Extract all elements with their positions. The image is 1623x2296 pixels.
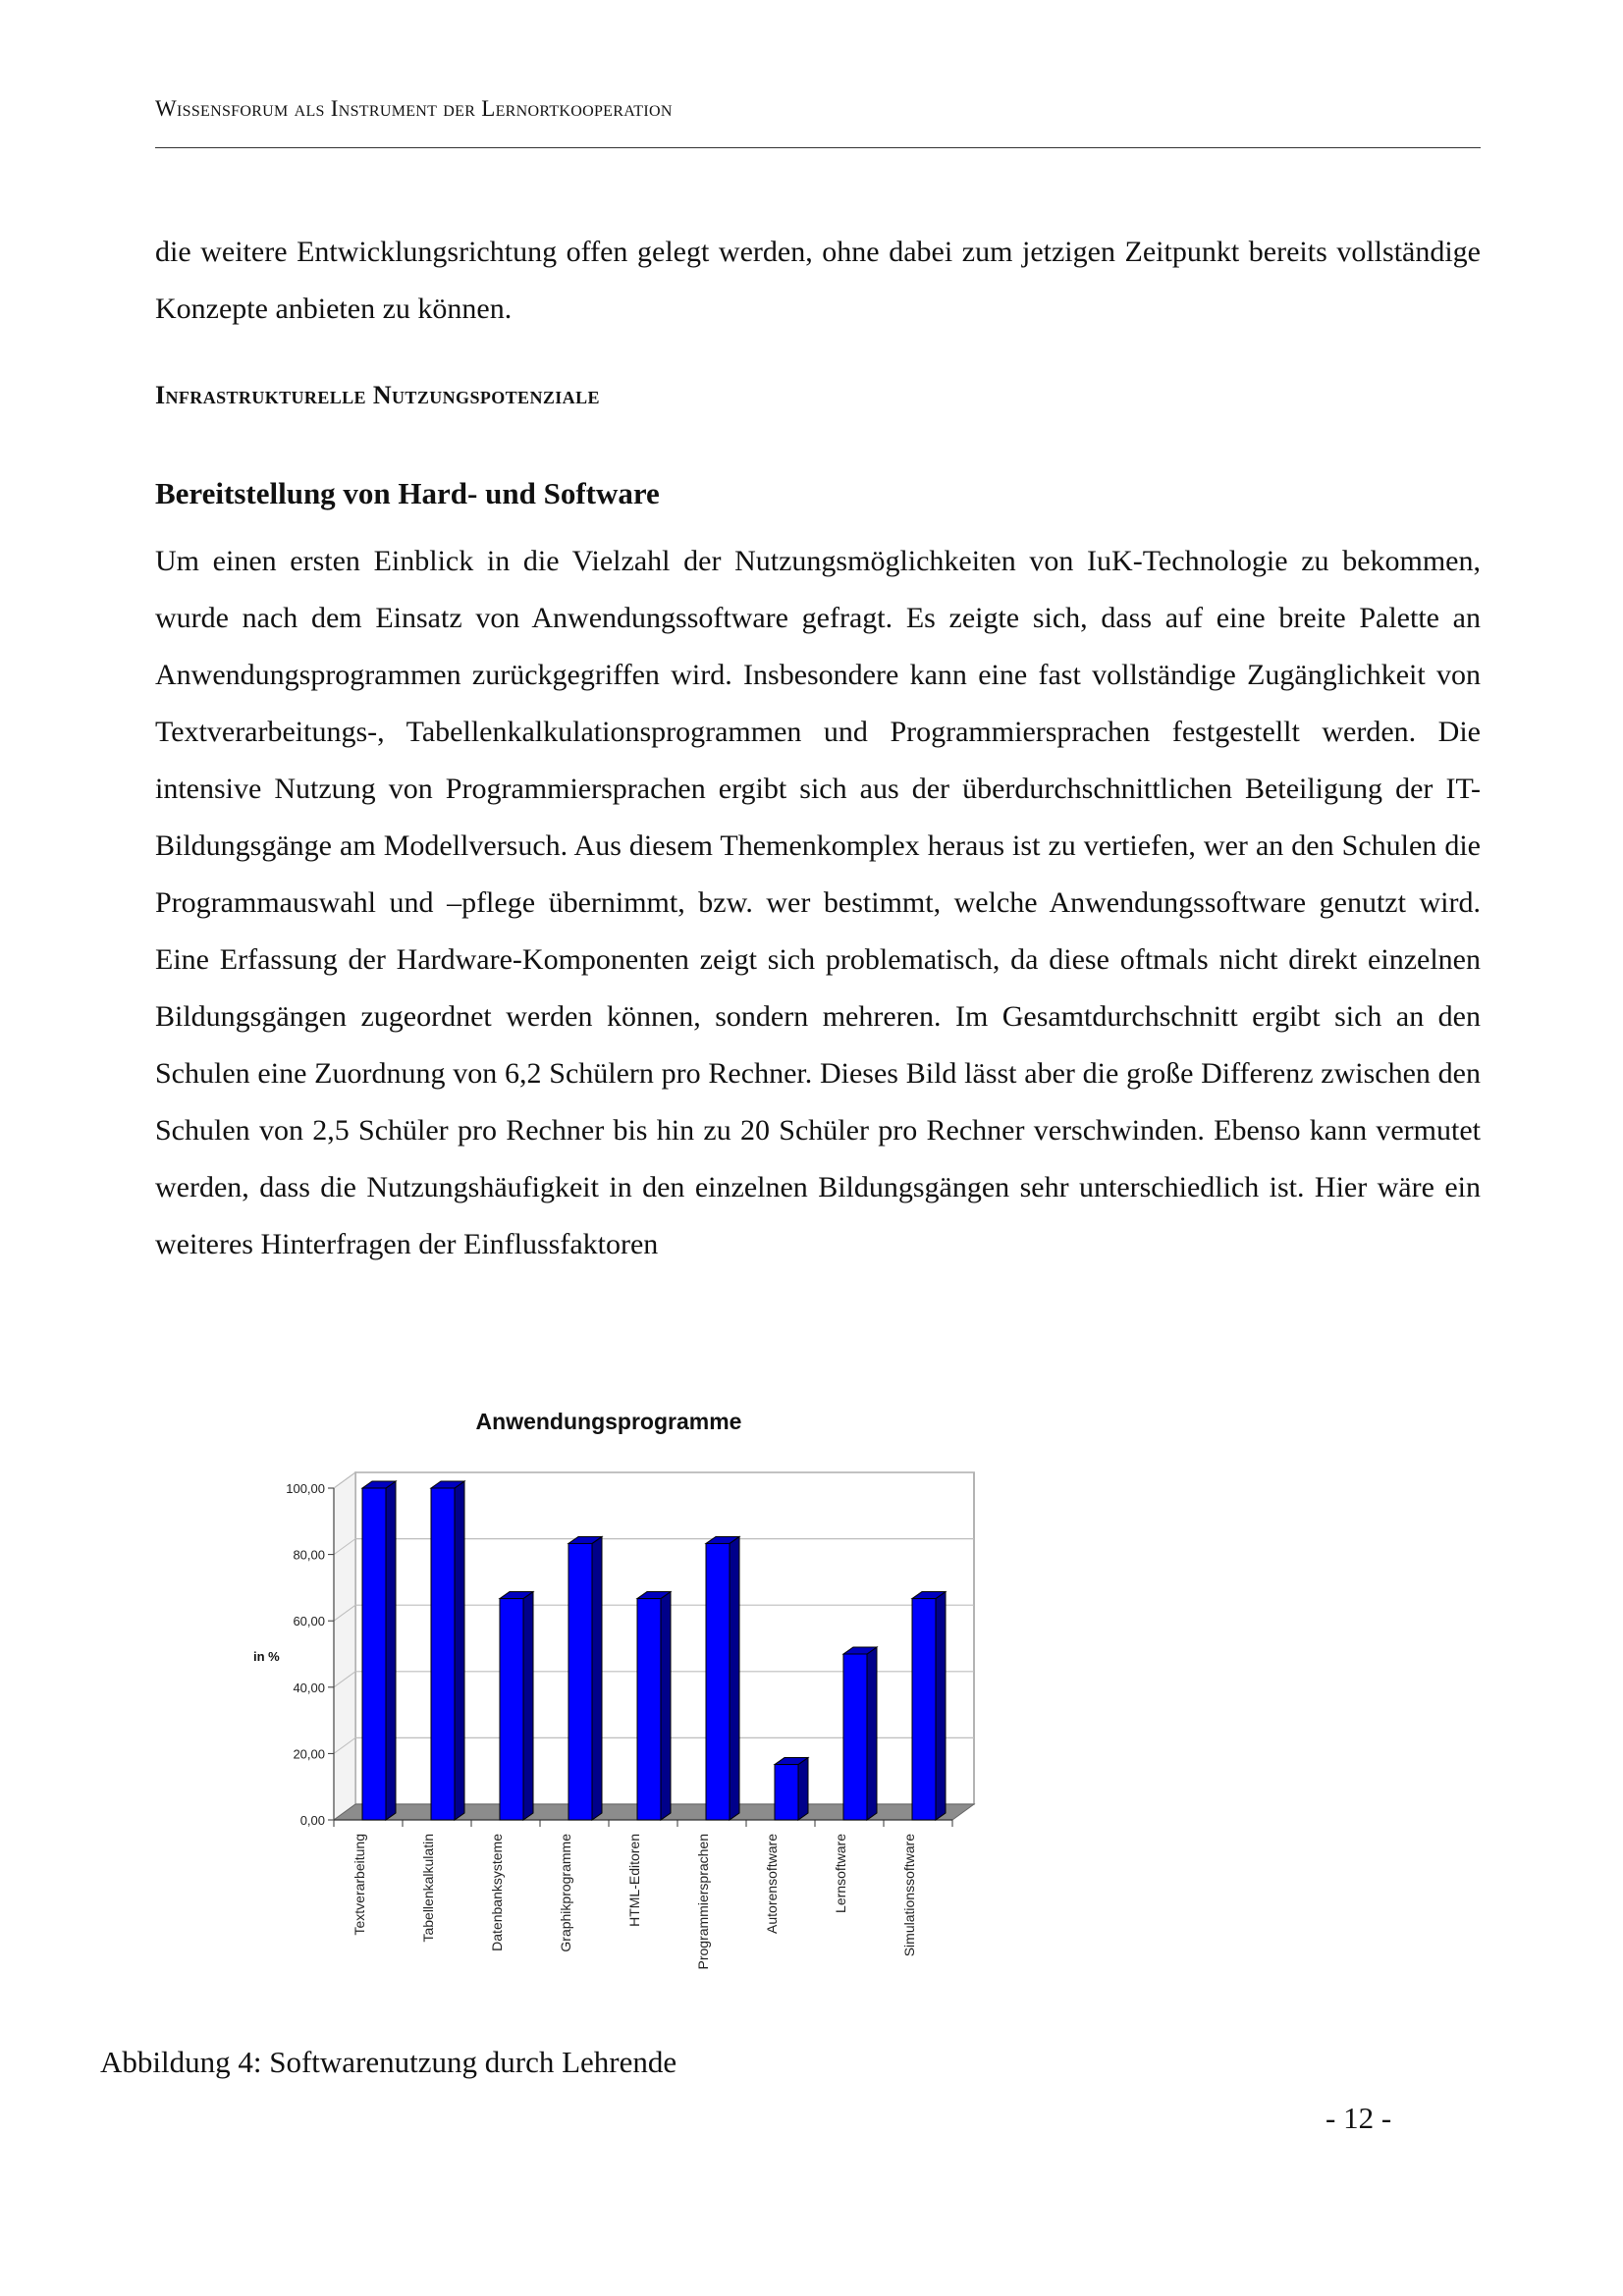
y-tick-label: 80,00 bbox=[293, 1547, 325, 1563]
bar-side bbox=[730, 1536, 739, 1820]
bar bbox=[362, 1488, 386, 1820]
bar-side bbox=[386, 1481, 396, 1820]
y-tick-label: 20,00 bbox=[293, 1746, 325, 1762]
section-heading: Infrastrukturelle Nutzungspotenziale bbox=[155, 381, 600, 409]
x-category-label: Graphikprogramme bbox=[558, 1834, 573, 1952]
x-category-label: Datenbanksysteme bbox=[489, 1834, 505, 1951]
bar-side bbox=[592, 1536, 602, 1820]
y-tick-label: 40,00 bbox=[293, 1680, 325, 1695]
chart-side-wall bbox=[334, 1472, 355, 1820]
y-tick-label: 100,00 bbox=[286, 1481, 325, 1496]
y-tick-label: 60,00 bbox=[293, 1614, 325, 1629]
y-tick-label: 0,00 bbox=[299, 1813, 325, 1828]
running-header: Wissensforum als Instrument der Lernortkooperation bbox=[155, 96, 673, 121]
bar bbox=[843, 1654, 867, 1820]
bar bbox=[912, 1599, 936, 1820]
chart-title: Anwendungsprogramme bbox=[475, 1409, 742, 1434]
bar-chart bbox=[226, 1394, 1001, 2012]
x-category-label: Autorensoftware bbox=[764, 1834, 780, 1934]
bar-chart-figure bbox=[226, 1394, 1001, 2012]
bar bbox=[775, 1765, 798, 1820]
bar bbox=[568, 1543, 592, 1820]
page-number: - 12 - bbox=[1325, 2101, 1392, 2135]
bar-side bbox=[661, 1592, 671, 1820]
x-category-label: Tabellenkalkulatin bbox=[420, 1834, 436, 1943]
figure-caption: Abbildung 4: Softwarenutzung durch Lehrende bbox=[100, 2045, 677, 2079]
bar-side bbox=[936, 1592, 946, 1820]
x-category-label: HTML-Editoren bbox=[626, 1834, 642, 1927]
y-axis-label: in % bbox=[253, 1649, 280, 1664]
x-category-label: Programmiersprachen bbox=[695, 1834, 711, 1970]
bar bbox=[706, 1543, 730, 1820]
x-category-label: Simulationssoftware bbox=[901, 1834, 917, 1957]
bar-side bbox=[523, 1592, 533, 1820]
x-category-label: Textverarbeitung bbox=[352, 1834, 367, 1936]
bar-side bbox=[798, 1758, 808, 1820]
paragraph-intro: die weitere Entwicklungsrichtung offen gelegt werden, ohne dabei zum jetzigen Zeitpunkt bereits vollständige Konzepte anbieten zu können. bbox=[155, 236, 1481, 325]
bar-side bbox=[455, 1481, 464, 1820]
bar-side bbox=[867, 1647, 877, 1820]
bar bbox=[637, 1599, 661, 1820]
subsection-heading: Bereitstellung von Hard- und Software bbox=[155, 476, 660, 510]
header-rule bbox=[155, 147, 1481, 148]
bar bbox=[500, 1599, 523, 1820]
x-category-label: Lernsoftware bbox=[833, 1834, 848, 1913]
bar bbox=[431, 1488, 455, 1820]
paragraph-main: Um einen ersten Einblick in die Vielzahl der Nutzungsmöglichkeiten von IuK-Technologie zu bekommen, wurde nach dem Einsatz von Anwendungssoftware gefragt. Es zeigte sich, dass auf eine breite Palette an Anwendungsprogrammen zurückgegriffen wird. Insbesondere kann eine fast vollständige Zugänglichkeit von Textverarbeitungs-, Tabellenkalkulationsprogrammen und Programmiersprachen festgestellt werden. Die intensive Nutzung von Programmiersprachen ergibt sich aus der überdurchschnittlichen Beteiligung der IT-Bildungsgänge am Modellversuch. Aus diesem Themenkomplex heraus ist zu vertiefen, wer an den Schulen die Programmauswahl und –pflege übernimmt, bzw. wer bestimmt, welche Anwendungssoftware genutzt wird. Eine Erfassung der Hardware-Komponenten zeigt sich problematisch, da diese oftmals nicht direkt einzelnen Bildungsgängen zugeordnet werden können, sondern mehreren. Im Gesamtdurchschnitt ergibt sich an den Schulen eine Zuordnung von 6,2 Schülern pro Rechner. Dieses Bild lässt aber die große Differenz zwischen den Schulen von 2,5 Schüler pro Rechner bis hin zu 20 Schüler pro Rechner verschwinden. Ebenso kann vermutet werden, dass die Nutzungshäufigkeit in den einzelnen Bildungsgängen sehr unterschiedlich ist. Hier wäre ein weiteres Hinterfragen der Einflussfaktoren bbox=[155, 545, 1481, 1260]
